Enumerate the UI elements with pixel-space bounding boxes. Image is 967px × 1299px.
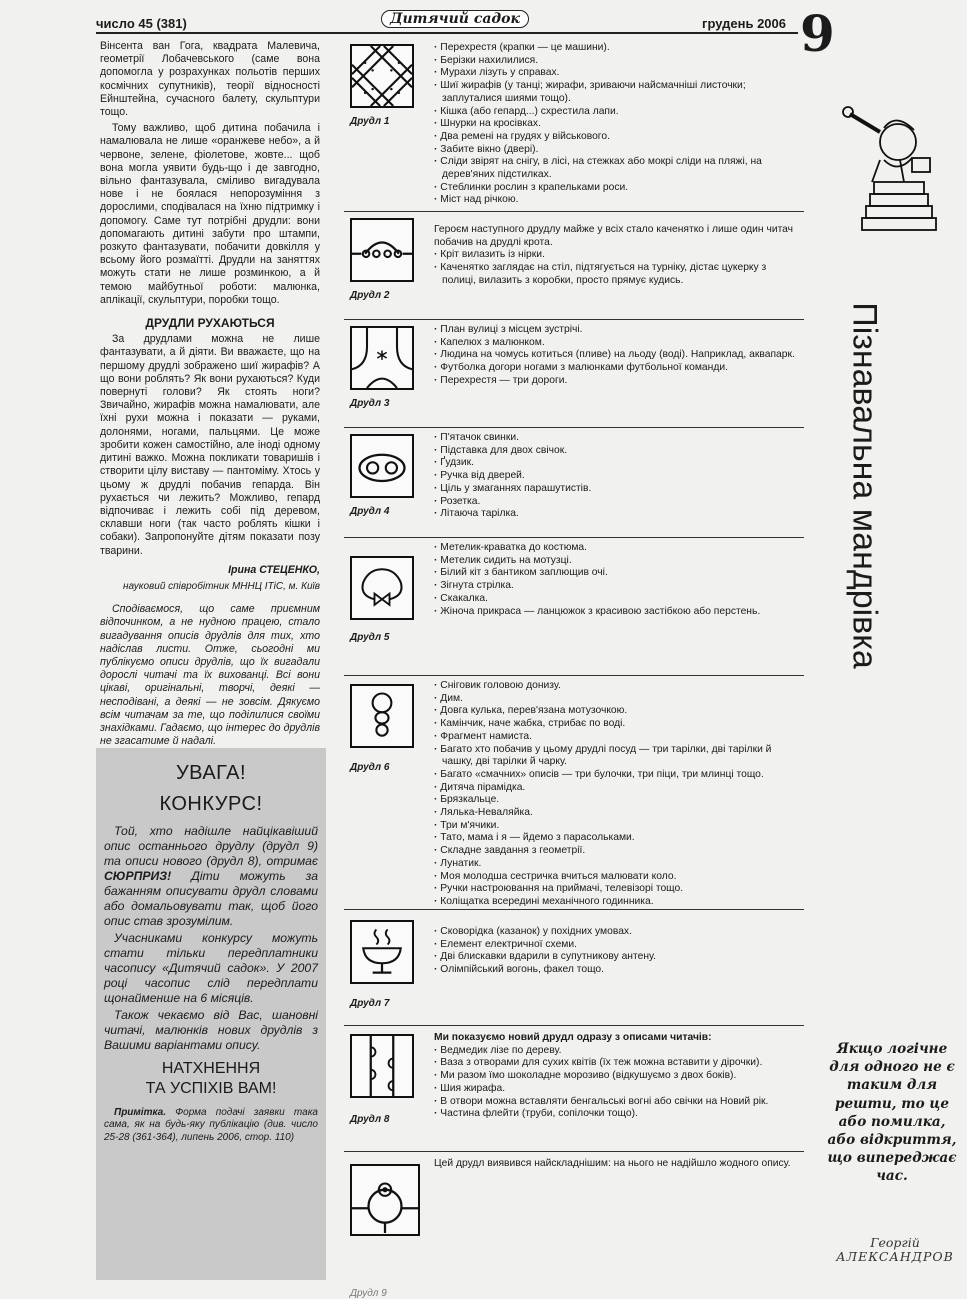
doodle-description-item: · Довга кулька, перев'язана мотузочкою. <box>434 705 800 718</box>
doodle-description-item: · Дві блискавки вдарили в супутникову антену. <box>434 951 800 964</box>
doodle-label: Друдл 5 <box>350 632 390 643</box>
doodle-row <box>344 214 804 320</box>
doodle-description-item: · Капелюх з малюнком. <box>434 337 800 350</box>
doodle-description-item: · Тато, мама і я — йдемо з парасольками. <box>434 832 800 845</box>
doodle-description-item: · Сковорідка (казанок) у похідних умовах. <box>434 926 800 939</box>
doodle-description-item: · Шнурки на кросівках. <box>434 118 800 131</box>
doodle-3-list <box>434 324 800 388</box>
doodle-row <box>344 40 804 212</box>
doodle-description-item: · Ручка від дверей. <box>434 470 800 483</box>
doodle-description-item: · Ручки настроювання на приймачі, телевізорі тощо. <box>434 883 800 896</box>
issue-number: число 45 (381) <box>96 16 187 31</box>
doodle-description-item: · Сліди звірят на снігу, в лісі, на стежках або мокрі сліди на пляжі, на дерев'яних підстилках. <box>434 156 800 181</box>
doodle-description-item: · Перехрестя — три дороги. <box>434 375 800 388</box>
doodle-description-item: · Брязкальце. <box>434 794 800 807</box>
doodle-description-item: · В отвори можна вставляти бенгальські вогні або свічки на Новий рік. <box>434 1096 800 1109</box>
doodle-description-item: · Жіноча прикраса — ланцюжок з красивою застібкою або перстень. <box>434 606 800 619</box>
doodle-label: Друдл 2 <box>350 290 390 301</box>
doodle-8-image <box>350 1034 414 1098</box>
doodle-description-item: · Ведмедик лізе по дереву. <box>434 1045 800 1058</box>
doodle-description-item: · Розетка. <box>434 496 800 509</box>
magazine-logo: Дитячий садок <box>381 10 529 28</box>
contest-wish-line: ТА УСПІХІВ ВАМ! <box>145 1080 277 1097</box>
doodle-description-item: · Ми разом їмо шоколадне морозиво (відкушуємо з двох боків). <box>434 1070 800 1083</box>
quote-signature <box>824 1236 966 1264</box>
doodle-descriptions <box>434 680 800 909</box>
doodle-descriptions <box>434 926 800 977</box>
signature-last-name: АЛЕКСАНДРОВ <box>836 1249 954 1264</box>
doodle-label: Друдл 3 <box>350 398 390 409</box>
doodle-5-image <box>350 556 414 620</box>
article-column <box>100 40 320 751</box>
doodle-descriptions <box>434 224 800 288</box>
doodle-row <box>344 678 804 910</box>
doodle-description-item: · Шиї жирафів (у танці; жирафи, зриваючи найсмачніші листочки; заплуталися шиями тощо). <box>434 80 800 105</box>
author-name: Ірина СТЕЦЕНКО, <box>228 563 320 576</box>
contest-paragraph: Учасниками конкурсу можуть стати тільки передплатники часопису «Дитячий садок». У 2007 році часопис слід передплати щонайменше на 6 місяців. <box>104 931 318 1005</box>
doodle-description-item: · Складне завдання з геометрії. <box>434 845 800 858</box>
doodle-description-item: · Футболка догори ногами з малюнками футбольної команди. <box>434 362 800 375</box>
page-number: 9 <box>800 4 835 63</box>
note-label: Примітка. <box>114 1107 167 1118</box>
doodle-description-item: · Моя молодша сестричка вчиться малювати коло. <box>434 871 800 884</box>
doodle-intro: Цей друдл виявився найскладнішим: на нього не надійшло жодного опису. <box>434 1158 791 1169</box>
section-heading: ДРУДЛИ РУХАЮТЬСЯ <box>145 316 275 331</box>
doodle-description-item: · Кішка (або гепард...) схрестила лапи. <box>434 106 800 119</box>
doodle-description-item: · Метелик-краватка до костюма. <box>434 542 800 555</box>
doodle-description-item: · Три м'ячики. <box>434 820 800 833</box>
doodle-description-item: · Ґудзик. <box>434 457 800 470</box>
doodle-4-list <box>434 432 800 521</box>
doodle-row <box>344 322 804 428</box>
doodle-intro: Ми показуємо новий друдл одразу з описами читачів: <box>434 1032 712 1043</box>
doodle-description-item: · Лялька-Неваляйка. <box>434 807 800 820</box>
doodle-description-item: · Перехрестя (крапки — це машини). <box>434 42 800 55</box>
doodle-7-image <box>350 920 414 984</box>
contest-title-contest: КОНКУРС! <box>159 793 263 815</box>
doodle-8-list <box>434 1045 800 1121</box>
doodle-descriptions <box>434 324 800 388</box>
doodle-label: Друдл 6 <box>350 762 390 773</box>
doodle-label: Друдл 1 <box>350 116 390 127</box>
article-paragraph: Вінсента ван Гога, квадрата Малевича, геометрії Лобачевського (саме вона допомогла у розрахунках польотів перших космічних супутників), теорії відносності Ейнштейна, сучасного балету, скульптури тощо. <box>100 40 320 119</box>
surprise-text: СЮРПРИЗ! <box>104 869 172 883</box>
doodle-3-image <box>350 326 414 390</box>
epigraph-quote: Якщо логічне для одного не є таким для решти, то це або помилка, або відкриття, що випереджає час. <box>827 1041 957 1185</box>
doodle-description-item: · Ціль у змаганнях парашутистів. <box>434 483 800 496</box>
reading-child-illustration <box>840 102 944 240</box>
page-header <box>96 11 798 34</box>
doodle-descriptions <box>434 542 800 618</box>
doodle-description-item: · Частина флейти (труби, сопілочки тощо). <box>434 1108 800 1121</box>
doodle-description-item: · П'ятачок свинки. <box>434 432 800 445</box>
contest-wish-line: НАТХНЕННЯ <box>161 1060 261 1077</box>
doodle-description-item: · Мурахи лізуть у справах. <box>434 67 800 80</box>
doodle-label: Друдл 9 <box>350 1288 387 1299</box>
doodle-row <box>344 1028 804 1152</box>
doodle-description-item: · Камінчик, наче жабка, стрибає по воді. <box>434 718 800 731</box>
doodle-description-item: · Шия жирафа. <box>434 1083 800 1096</box>
contest-paragraph <box>104 824 318 929</box>
doodle-description-item: · Кріт вилазить із нірки. <box>434 249 800 262</box>
doodle-description-item: · Елемент електричної схеми. <box>434 939 800 952</box>
doodle-descriptions <box>434 1032 800 1121</box>
doodle-description-item: · Скакалка. <box>434 593 800 606</box>
contest-text: Діти можуть за бажанням описувати друдл словами або домальовувати так, щоб його опис став зрозумілим. <box>104 869 318 928</box>
doodle-descriptions <box>434 432 800 521</box>
doodle-description-item: · Багато «смачних» описів — три булочки, три піци, три млинці тощо. <box>434 769 800 782</box>
contest-box <box>96 748 326 1280</box>
doodle-description-item: · Білий кіт з бантиком заплющив очі. <box>434 567 800 580</box>
doodle-row <box>344 430 804 538</box>
doodle-description-item: · Зігнута стрілка. <box>434 580 800 593</box>
doodle-1-image <box>350 44 414 108</box>
doodle-2-image <box>350 218 414 282</box>
article-paragraph: Тому важливо, щоб дитина побачила і намалювала не лише «оранжеве небо», а й червоне, зелене, фіолетове, жовте... щоб вона могла уявити будь-що і де завгодно, вільно фантазувала, сміливо вигадувала нове і не боялася непорозуміння з дорослими, сподівалася на їхню підтримку і допомогу. Саме тут потрібні друдли: вони допомагають дитині забути про штампи, розкуто фантазувати, побачити довкілля у всьому його розмаїтті. Друдли на заняттях можуть стати не лише розминкою, а й темою майбутньої роботи: малюнка, аплікації, скульптури, поробки тощо. <box>100 122 320 306</box>
doodle-description-item: · Людина на чомусь котиться (пливе) на льоду (воді). Наприклад, аквапарк. <box>434 349 800 362</box>
doodle-description-item: · Два ремені на грудях у військового. <box>434 131 800 144</box>
section-vertical-title-text: Пізнавальна мандрівка <box>845 302 884 669</box>
contest-paragraph: Також чекаємо від Вас, шановні читачі, малюнків нових друдлів з Вашими варіантами опису. <box>104 1008 318 1052</box>
contest-note <box>104 1107 318 1144</box>
signature-first-name: Георгій <box>870 1235 920 1250</box>
doodle-descriptions <box>434 42 800 207</box>
doodle-row <box>344 1154 804 1299</box>
doodle-label: Друдл 8 <box>350 1114 390 1125</box>
doodle-description-item: · Міст над річкою. <box>434 194 800 207</box>
doodle-intro: Героєм наступного друдлу майже у всіх стало каченятко і лише один читач побачив на друдлі крота. <box>434 224 794 248</box>
doodle-6-list <box>434 680 800 909</box>
doodle-7-list <box>434 926 800 977</box>
author-affiliation: науковий співробітник МННЦ ІТіС, м. Київ <box>123 580 320 592</box>
doodle-4-image <box>350 434 414 498</box>
doodle-description-item: · Літаюча тарілка. <box>434 508 800 521</box>
doodle-description-item: · План вулиці з місцем зустрічі. <box>434 324 800 337</box>
doodle-descriptions <box>434 1158 800 1171</box>
doodle-description-item: · Метелик сидить на мотузці. <box>434 555 800 568</box>
note-text: Форма подачі заявки така сама, як на будь-яку публікацію (див. число 25-28 (361-364), липень 2006, стор. 110) <box>104 1107 318 1143</box>
issue-date: грудень 2006 <box>702 16 786 31</box>
doodle-description-item: · Коліщатка всередині механічного годинника. <box>434 896 800 909</box>
doodle-description-item: · Підставка для двох свічок. <box>434 445 800 458</box>
doodle-description-item: · Багато хто побачив у цьому друдлі посуд — три тарілки, дві тарілки й чашку, дві тарілки й чарку. <box>434 744 800 769</box>
doodle-description-item: · Дим. <box>434 693 800 706</box>
doodle-description-item: · Берізки нахилилися. <box>434 55 800 68</box>
doodle-6-image <box>350 684 414 748</box>
doodle-description-item: · Олімпійський вогонь, факел тощо. <box>434 964 800 977</box>
doodle-label: Друдл 7 <box>350 998 390 1009</box>
doodle-description-item: · Ваза з отворами для сухих квітів (їх теж можна вставити у дірочки). <box>434 1057 800 1070</box>
article-paragraph: За друдлами можна не лише фантазувати, а й діяти. Ви вважаєте, що на першому друдлі зображено шиї жирафів? А що вони роблять? Як вони рухаються? Куди повернуті голови? Як стоять ноги? Звичайно, жирафів можна намалювати, але їхні рухи можна і показати — руками, долонями, ногами, пальцями. Це може зробити кожен самостійно, але іноді одному дитині важко. Можна покликати товаришів і створити цілу виставу — пантоміму. Хтось у цьому ж друдлі побачив гепарда. Він рухається чи лежить? Можливо, гепард відпочиває і лежить собі під деревом, склавши ноги (так часто роблять кішки і собаки). Запропонуйте дітям показати позу тварини. <box>100 333 320 557</box>
doodle-description-item: · Каченятко заглядає на стіл, підтягується на турніку, дістає цукерку з полиці, вилазить з коробки, просто прямує кудись. <box>434 262 800 287</box>
doodle-1-list <box>434 42 800 207</box>
doodle-description-item: · Фрагмент намиста. <box>434 731 800 744</box>
doodle-row <box>344 912 804 1026</box>
doodle-description-item: · Дитяча пірамідка. <box>434 782 800 795</box>
section-vertical-title <box>840 266 888 706</box>
doodle-2-list <box>434 249 800 287</box>
editorial-note: Сподіваємося, що саме приємним відпочинком, а не нудною працею, стало вигадування описів друдлів для тих, хто надіслав листи. Отже, сьогодні ми публікуємо описи друдлів, що їх вигадали дорослі читачі та їх вихованці. Всі вони цікаві, оригінальні, творчі, деякі — несподівані, а деякі — не зовсім. Дякуємо всім читачам за те, що поділилися своїми знахідками. Гадаємо, що інтерес до друдлів не згасатиме й надалі. <box>100 603 320 748</box>
doodle-description-item: · Забите вікно (двері). <box>434 144 800 157</box>
doodle-5-list <box>434 542 800 618</box>
doodle-description-item: · Лунатик. <box>434 858 800 871</box>
doodle-row <box>344 540 804 676</box>
contest-text: Той, хто надішле найцікавіший опис останнього друдлу (друдл 9) та описи нового (друдл 8), отримає <box>104 824 318 868</box>
doodle-9-image <box>350 1164 420 1236</box>
doodle-description-item: · Сніговик головою донизу. <box>434 680 800 693</box>
doodle-description-item: · Стеблинки рослин з крапельками роси. <box>434 182 800 195</box>
contest-title-attention: УВАГА! <box>175 762 247 784</box>
doodle-label: Друдл 4 <box>350 506 390 517</box>
